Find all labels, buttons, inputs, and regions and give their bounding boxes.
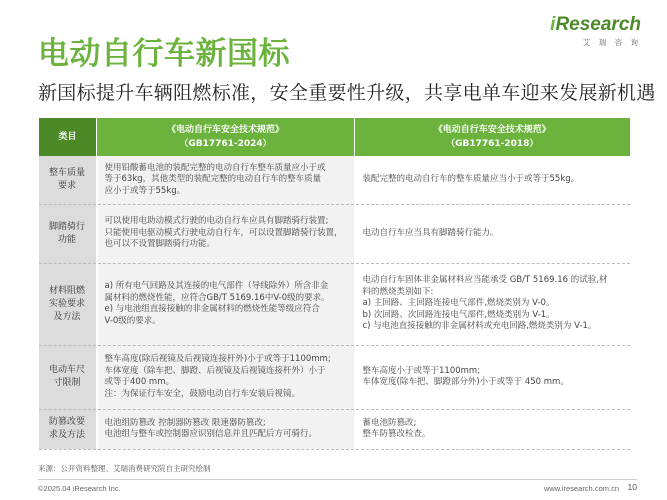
logo-brand: Research <box>555 14 641 35</box>
table-row <box>39 204 630 263</box>
category-line: 求及方法 <box>48 430 85 440</box>
cell-gb2018 <box>355 345 630 409</box>
cell-line: 料的燃烧类别如下: <box>362 286 434 297</box>
cell-line: 只能使用电驱动模式行驶电动自行车，可以设置脚踏骑行装置， <box>104 227 343 238</box>
cell-line: 等于63kg，其他类型的装配完整的电动自行车的整车质量 <box>104 174 322 184</box>
table-row <box>39 345 630 409</box>
row-category <box>39 156 97 204</box>
cell-gb2018 <box>355 263 630 345</box>
table-row <box>39 263 630 345</box>
cell-line: 也可以不设置脚踏骑行功能。 <box>104 239 216 250</box>
row-category <box>39 345 97 409</box>
cell-gb2018 <box>355 156 630 204</box>
cell-gb2024 <box>97 156 355 204</box>
category-line: 及方法 <box>53 311 81 322</box>
header-gb2024 <box>97 118 355 156</box>
category-line: 寸限制 <box>53 378 81 388</box>
cell-line: 电动自行车固体非金属材料应当能承受 GB/T 5169.16 的试验,材 <box>362 275 608 286</box>
cell-line: 应小于或等于55kg。 <box>104 185 186 196</box>
header-category: 类目 <box>39 118 97 156</box>
cell-line: 属材料的燃烧性能，应符合GB/T 5169.16中V-0级的要求。 <box>104 292 330 303</box>
cell-line: 装配完整的电动自行车的整车质量应当小于或等于55kg。 <box>362 174 580 184</box>
cell-gb2024 <box>97 409 355 449</box>
table-row <box>39 409 630 449</box>
cell-line: e) 与电池组直接接触的非金属材料的燃烧性能等级应符合 <box>104 304 320 314</box>
page-title: 电动自行车新国标 <box>38 36 290 72</box>
category-line: 要求 <box>57 180 76 191</box>
website-link[interactable]: www.iresearch.com.cn <box>543 484 619 493</box>
logo-tagline: 艾 瑞 咨 询 <box>582 38 641 47</box>
category-line: 电动车尺 <box>48 365 85 375</box>
header-gb2018-line: （GB17761-2018） <box>446 139 539 149</box>
category-line: 脚踏骑行 <box>48 221 85 232</box>
category-line: 整车质量 <box>48 167 85 178</box>
comparison-table <box>38 118 630 450</box>
page-number: 10 <box>627 482 637 492</box>
cell-line: 整车高度(除后视镜及后视镜连接杆外)小于或等于1100mm; <box>104 354 331 364</box>
copyright-text: ©2025.04 iResearch Inc. <box>38 484 121 493</box>
page-subtitle: 新国标提升车辆阻燃标准，安全重要性升级，共享电单车迎来发展新机遇 <box>38 82 656 104</box>
category-line: 功能 <box>57 234 76 245</box>
cell-line: 可以使用电助动模式行驶的电动自行车应具有脚踏骑行装置; <box>104 216 329 227</box>
cell-gb2018 <box>355 409 630 449</box>
row-category <box>39 204 97 263</box>
cell-line: c) 与电池直接接触的非金属材料或充电回路,燃烧类别为 V-1。 <box>362 321 597 332</box>
cell-line: a) 主回路、主回路连接电气部件,燃烧类别为 V-0。 <box>362 298 555 309</box>
header-gb2018 <box>355 118 630 156</box>
cell-line: 电动自行车应当具有脚踏骑行能力。 <box>362 227 499 238</box>
cell-gb2024 <box>97 263 355 345</box>
cell-line: 蓄电池防篡改; <box>362 417 417 428</box>
header-gb2024-line: （GB17761-2024） <box>179 139 272 149</box>
row-category <box>39 409 97 449</box>
category-line: 材料阻燃 <box>48 285 85 296</box>
source-note: 来源：公开资料整理、艾瑞消费研究院自主研究绘制 <box>38 464 211 473</box>
cell-line: 或等于400 mm。 <box>104 377 174 387</box>
table-header-row <box>39 118 630 156</box>
cell-line: 电池组防篡改 控制器防篡改 限速器防篡改; <box>104 417 266 428</box>
cell-line: b) 次回路、次回路连接电气部件,燃烧类别为 V-1。 <box>362 309 555 320</box>
logo-prefix: i <box>550 14 556 35</box>
header-gb2018-line: 《电动自行车安全技术规范》 <box>433 125 551 135</box>
cell-line: 车体宽度(除车把、脚蹬部分外)小于或等于 450 mm。 <box>362 377 569 387</box>
footer-divider <box>38 479 637 480</box>
category-line: 实验要求 <box>48 298 85 309</box>
cell-line: 车体宽度（除车把、脚蹬、后视镜及后视镜连接杆外）小于 <box>104 365 326 376</box>
cell-line: 电池组与整车或控制器应识别信息并且匹配后方可骑行。 <box>104 429 318 439</box>
category-line: 防篡改要 <box>48 417 85 427</box>
table-row <box>39 156 630 204</box>
cell-gb2024 <box>97 345 355 409</box>
cell-line: 整车高度小于或等于1100mm; <box>362 365 481 376</box>
cell-gb2024 <box>97 204 355 263</box>
cell-line: 整车防篡改检查。 <box>362 429 431 439</box>
cell-line: 使用铅酸蓄电池的装配完整的电动自行车整车质量应小于或 <box>104 162 326 173</box>
cell-line: 注：为保证行车安全，鼓励电动自行车安装后视镜。 <box>104 388 301 399</box>
cell-gb2018 <box>355 204 630 263</box>
cell-line: a) 所有电气回路及其连接的电气部件（导线除外）所含非金 <box>104 281 329 291</box>
row-category <box>39 263 97 345</box>
header-gb2024-line: 《电动自行车安全技术规范》 <box>166 125 284 135</box>
cell-line: V-0级的要求。 <box>104 315 161 326</box>
iresearch-logo <box>550 14 641 48</box>
